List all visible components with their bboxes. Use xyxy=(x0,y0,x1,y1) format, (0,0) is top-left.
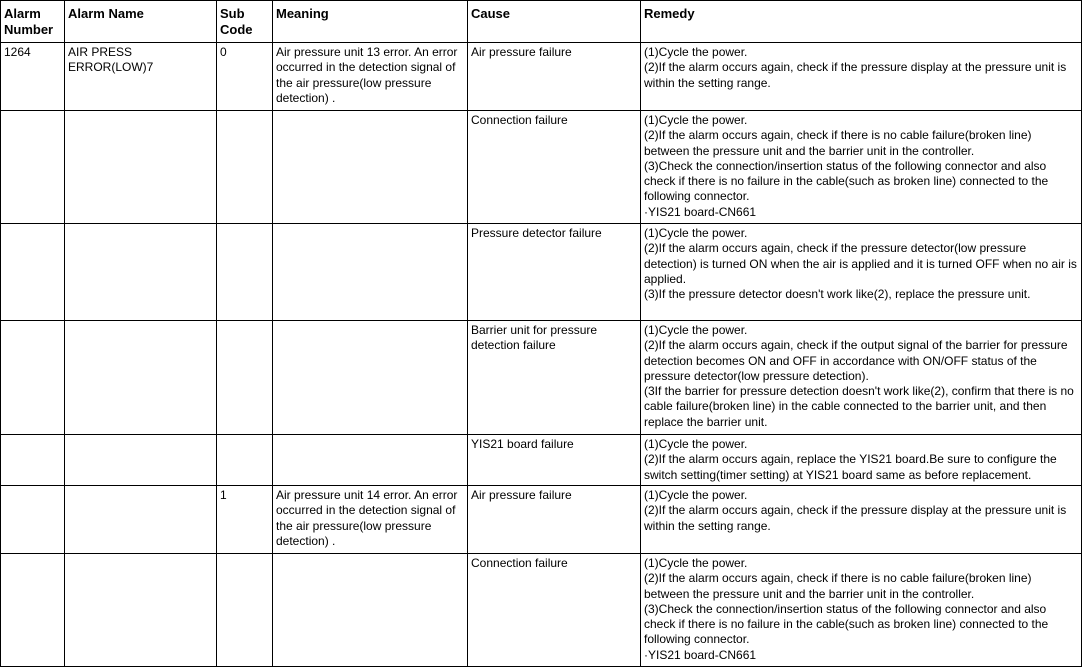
table-row xyxy=(1,321,1082,435)
cell-cause: YIS21 board failure xyxy=(468,435,641,486)
cell-sub-code xyxy=(217,111,273,224)
cell-remedy: (1)Cycle the power. (2)If the alarm occurs again, check if the pressure display at the pressure unit is within the setting range. xyxy=(641,43,1082,111)
cell-sub-code xyxy=(217,224,273,321)
cell-remedy: (1)Cycle the power. (2)If the alarm occurs again, check if there is no cable failure(broken line) between the pressure unit and the barrier unit in the controller. (3)Check the connection/insertion status of the following connector and also check if there is no failure in the cable(such as broken line) connected to the following connector. ·YIS21 board-CN661 xyxy=(641,111,1082,224)
header-alarm-name: Alarm Name xyxy=(65,1,217,43)
table-row xyxy=(1,224,1082,321)
cell-remedy: (1)Cycle the power. (2)If the alarm occurs again, check if the output signal of the barrier for pressure detection becomes ON and OFF in accordance with ON/OFF status of the pressure detector(low pressure detection). (3If the barrier for pressure detection doesn't work like(2), confirm that there is no cable failure(broken line) in the cable connected to the barrier unit, and then replace the barrier unit. xyxy=(641,321,1082,435)
cell-alarm-number xyxy=(1,111,65,224)
cell-meaning: Air pressure unit 13 error. An error occurred in the detection signal of the air pressure(low pressure detection) . xyxy=(273,43,468,111)
cell-sub-code: 1 xyxy=(217,486,273,554)
cell-remedy: (1)Cycle the power. (2)If the alarm occurs again, check if there is no cable failure(broken line) between the pressure unit and the barrier unit in the controller. (3)Check the connection/insertion status of the following connector and also check if there is no failure in the cable(such as broken line) connected to the following connector. ·YIS21 board-CN661 xyxy=(641,554,1082,667)
cell-cause: Barrier unit for pressure detection failure xyxy=(468,321,641,435)
header-row xyxy=(1,1,1082,43)
cell-meaning xyxy=(273,435,468,486)
cell-alarm-name xyxy=(65,224,217,321)
cell-cause: Connection failure xyxy=(468,554,641,667)
cell-cause: Air pressure failure xyxy=(468,486,641,554)
cell-sub-code xyxy=(217,435,273,486)
cell-alarm-number xyxy=(1,486,65,554)
table-row xyxy=(1,554,1082,667)
cell-meaning xyxy=(273,554,468,667)
header-cause: Cause xyxy=(468,1,641,43)
cell-sub-code xyxy=(217,554,273,667)
cell-alarm-name xyxy=(65,554,217,667)
cell-alarm-number xyxy=(1,321,65,435)
table-row xyxy=(1,43,1082,111)
cell-alarm-number: 1264 xyxy=(1,43,65,111)
header-meaning: Meaning xyxy=(273,1,468,43)
cell-alarm-name xyxy=(65,435,217,486)
cell-cause: Connection failure xyxy=(468,111,641,224)
cell-remedy: (1)Cycle the power. (2)If the alarm occurs again, check if the pressure display at the pressure unit is within the setting range. xyxy=(641,486,1082,554)
cell-meaning xyxy=(273,224,468,321)
table-row xyxy=(1,111,1082,224)
cell-sub-code: 0 xyxy=(217,43,273,111)
cell-cause: Pressure detector failure xyxy=(468,224,641,321)
cell-alarm-name: AIR PRESS ERROR(LOW)7 xyxy=(65,43,217,111)
header-sub-code: Sub Code xyxy=(217,1,273,43)
cell-alarm-name xyxy=(65,111,217,224)
cell-alarm-name xyxy=(65,321,217,435)
cell-remedy: (1)Cycle the power. (2)If the alarm occurs again, check if the pressure detector(low pressure detection) is turned ON when the air is applied and it is turned OFF when no air is applied. (3)If the pressure detector doesn't work like(2), replace the pressure unit. xyxy=(641,224,1082,321)
table-row xyxy=(1,486,1082,554)
header-alarm-number: Alarm Number xyxy=(1,1,65,43)
cell-cause: Air pressure failure xyxy=(468,43,641,111)
cell-meaning xyxy=(273,321,468,435)
cell-meaning: Air pressure unit 14 error. An error occurred in the detection signal of the air pressure(low pressure detection) . xyxy=(273,486,468,554)
cell-sub-code xyxy=(217,321,273,435)
table-row xyxy=(1,435,1082,486)
cell-alarm-number xyxy=(1,435,65,486)
cell-alarm-number xyxy=(1,554,65,667)
cell-alarm-name xyxy=(65,486,217,554)
cell-meaning xyxy=(273,111,468,224)
cell-remedy: (1)Cycle the power. (2)If the alarm occurs again, replace the YIS21 board.Be sure to configure the switch setting(timer setting) at YIS21 board same as before replacement. xyxy=(641,435,1082,486)
cell-alarm-number xyxy=(1,224,65,321)
header-remedy: Remedy xyxy=(641,1,1082,43)
